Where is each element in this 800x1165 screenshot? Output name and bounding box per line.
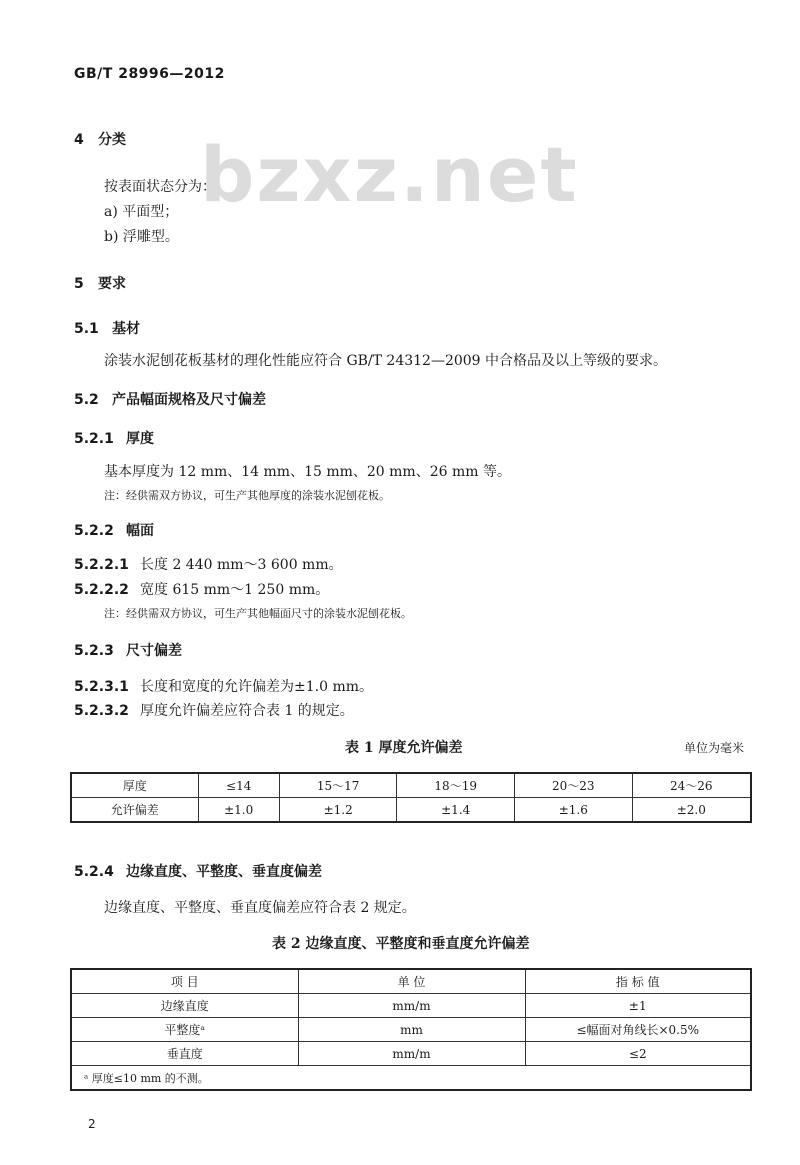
- section-number: 5: [74, 276, 84, 292]
- table-cell: 24～26: [632, 773, 751, 798]
- section-title: 分类: [98, 132, 126, 148]
- section-5-1-heading: [74, 318, 140, 338]
- table-cell: 边缘直度: [71, 994, 298, 1018]
- table-1: [70, 772, 752, 823]
- section-title: 基材: [112, 321, 140, 337]
- table-header-cell: 指 标 值: [525, 969, 751, 994]
- section-number: 5.2.1: [74, 431, 114, 447]
- table-cell: ≤2: [525, 1042, 751, 1066]
- section-4-heading: [74, 129, 126, 149]
- item-number: 5.2.2.1: [74, 557, 129, 573]
- table-cell: mm/m: [298, 994, 525, 1018]
- table-cell: mm: [298, 1018, 525, 1042]
- standard-number: GB/T 28996—2012: [74, 66, 225, 82]
- section-5-2-3-1: [74, 676, 373, 696]
- section-5-heading: [74, 273, 126, 293]
- table-cell: ±1.2: [279, 798, 397, 823]
- item-text: 长度 2 440 mm～3 600 mm。: [140, 557, 343, 573]
- section-number: 5.1: [74, 321, 99, 337]
- table-cell: ±1.0: [198, 798, 279, 823]
- table-cell: ≤14: [198, 773, 279, 798]
- table-cell: ±1: [525, 994, 751, 1018]
- section-5-2-heading: [74, 389, 266, 409]
- table-cell: 厚度: [71, 773, 198, 798]
- section-number: 4: [74, 132, 84, 148]
- table-footnote: ᵃ 厚度≤10 mm 的不测。: [71, 1066, 751, 1091]
- section-title: 幅面: [126, 523, 154, 539]
- section-4-intro: 按表面状态分为：: [104, 179, 216, 195]
- table-1-unit: 单位为毫米: [684, 741, 745, 755]
- table-cell: ±2.0: [632, 798, 751, 823]
- table-1-caption: 表 1 厚度允许偏差: [345, 740, 463, 756]
- table-cell: ±1.6: [514, 798, 632, 823]
- table-cell: 平整度ᵃ: [71, 1018, 298, 1042]
- item-text: 宽度 615 mm～1 250 mm。: [140, 582, 330, 598]
- table-cell: 15～17: [279, 773, 397, 798]
- table-header-row: [71, 969, 751, 994]
- table-row: [71, 1018, 751, 1042]
- table-2-caption: 表 2 边缘直度、平整度和垂直度允许偏差: [272, 936, 530, 952]
- table-cell: ≤幅面对角线长×0.5%: [525, 1018, 751, 1042]
- table-row: [71, 798, 751, 823]
- table-2: [70, 968, 752, 1091]
- table-cell: mm/m: [298, 1042, 525, 1066]
- table-header-cell: 单 位: [298, 969, 525, 994]
- list-item-a: a) 平面型；: [104, 204, 179, 220]
- table-cell: 允许偏差: [71, 798, 198, 823]
- section-number: 5.2.3: [74, 643, 114, 659]
- list-item-b: b) 浮雕型。: [104, 229, 179, 245]
- item-text: 厚度允许偏差应符合表 1 的规定。: [140, 703, 354, 719]
- section-5-2-3-2: [74, 700, 354, 720]
- section-5-2-2-note: 注：经供需双方协议，可生产其他幅面尺寸的涂装水泥刨花板。: [104, 607, 412, 620]
- item-number: 5.2.2.2: [74, 582, 129, 598]
- section-5-2-2-1: [74, 554, 343, 574]
- section-5-2-2-2: [74, 579, 329, 599]
- section-title: 边缘直度、平整度、垂直度偏差: [126, 864, 322, 880]
- item-text: 长度和宽度的允许偏差为±1.0 mm。: [140, 679, 373, 695]
- table-cell: 垂直度: [71, 1042, 298, 1066]
- table-cell: 20～23: [514, 773, 632, 798]
- section-5-2-2-heading: [74, 520, 154, 540]
- table-row: [71, 773, 751, 798]
- item-number: 5.2.3.1: [74, 679, 129, 695]
- table-row: [71, 1042, 751, 1066]
- watermark: bzxz.net: [200, 130, 579, 219]
- section-number: 5.2: [74, 392, 99, 408]
- section-5-2-1-text: 基本厚度为 12 mm、14 mm、15 mm、20 mm、26 mm 等。: [104, 464, 511, 480]
- section-title: 要求: [98, 276, 126, 292]
- table-footnote-row: [71, 1066, 751, 1091]
- table-cell: ±1.4: [397, 798, 515, 823]
- page-number: 2: [88, 1117, 96, 1131]
- section-title: 产品幅面规格及尺寸偏差: [112, 392, 266, 408]
- section-5-2-1-note: 注：经供需双方协议，可生产其他厚度的涂装水泥刨花板。: [104, 489, 390, 502]
- section-title: 厚度: [126, 431, 154, 447]
- section-number: 5.2.4: [74, 864, 114, 880]
- section-number: 5.2.2: [74, 523, 114, 539]
- section-5-2-1-heading: [74, 428, 154, 448]
- section-5-2-4-text: 边缘直度、平整度、垂直度偏差应符合表 2 规定。: [104, 900, 416, 916]
- section-5-2-4-heading: [74, 861, 322, 881]
- section-title: 尺寸偏差: [126, 643, 182, 659]
- table-cell: 18～19: [397, 773, 515, 798]
- item-number: 5.2.3.2: [74, 703, 129, 719]
- table-header-cell: 项 目: [71, 969, 298, 994]
- table-row: [71, 994, 751, 1018]
- section-5-2-3-heading: [74, 640, 182, 660]
- section-5-1-text: 涂装水泥刨花板基材的理化性能应符合 GB/T 24312—2009 中合格品及以上等级的要求。: [104, 353, 668, 369]
